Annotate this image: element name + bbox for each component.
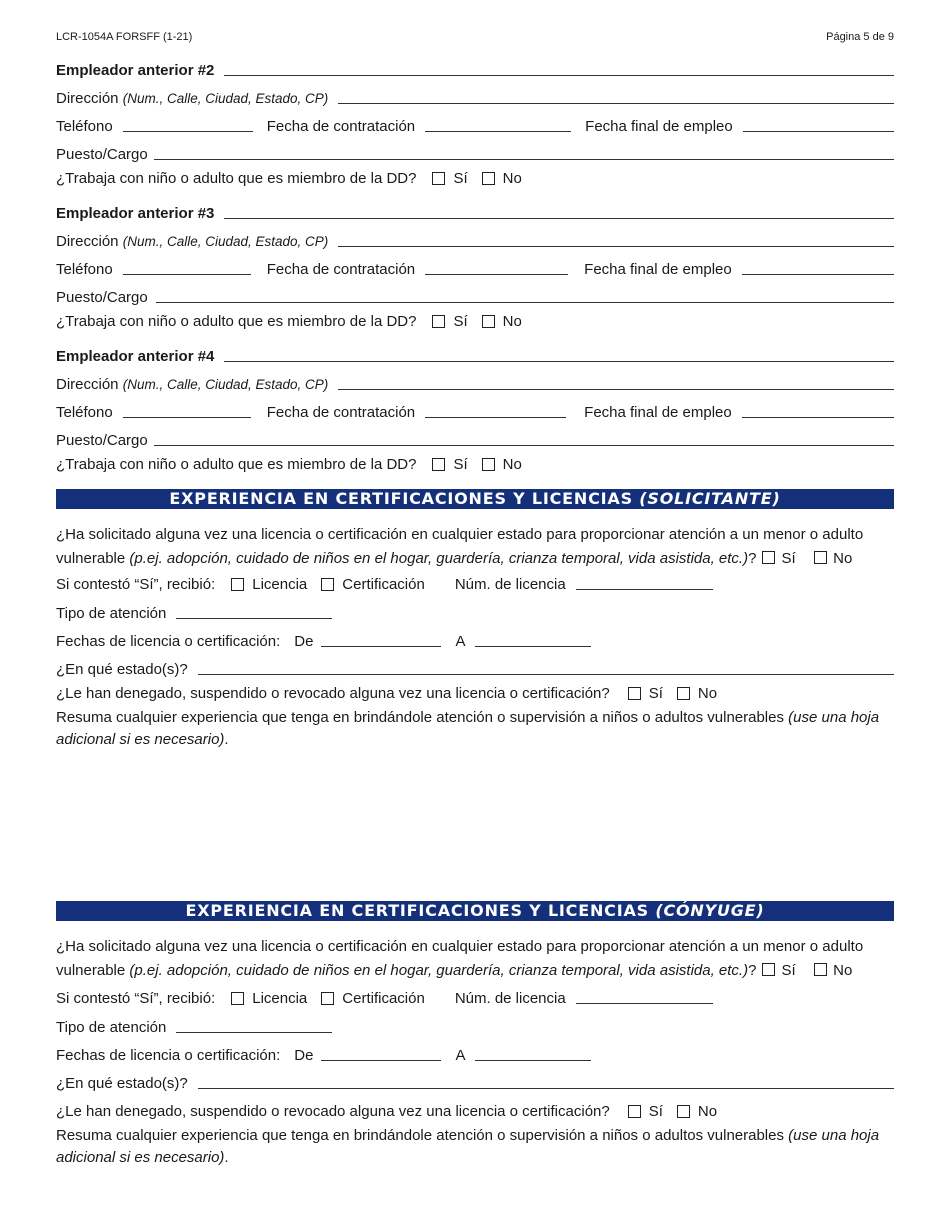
from-label: De bbox=[294, 633, 314, 650]
end-date-label: Fecha final de empleo bbox=[584, 261, 732, 278]
spouse-certification-checkbox[interactable] bbox=[321, 992, 334, 1005]
position-label: Puesto/Cargo bbox=[56, 289, 148, 306]
license-number-label: Núm. de licencia bbox=[454, 576, 566, 593]
employer-3-hire-date-field[interactable] bbox=[425, 273, 568, 275]
address-hint: (Num., Calle, Ciudad, Estado, CP) bbox=[122, 91, 329, 106]
spouse-license-no-checkbox[interactable] bbox=[814, 963, 827, 976]
applicant-license-number-field[interactable] bbox=[576, 588, 713, 590]
employer-2-label: Empleador anterior #2 bbox=[56, 62, 215, 79]
applicant-received-row bbox=[56, 576, 894, 593]
spouse-received-row bbox=[56, 990, 894, 1007]
employer-2-address-field[interactable] bbox=[338, 102, 894, 104]
employer-3-position-row bbox=[56, 289, 894, 306]
spouse-care-type-row bbox=[56, 1019, 894, 1036]
employer-4-position-field[interactable] bbox=[154, 444, 894, 446]
denied-question: ¿Le han denegado, suspendido o revocado alguna vez una licencia o certificación? bbox=[56, 685, 610, 702]
applicant-certification-checkbox[interactable] bbox=[321, 578, 334, 591]
end-date-label: Fecha final de empleo bbox=[585, 118, 733, 135]
spouse-denied-no-checkbox[interactable] bbox=[677, 1105, 690, 1118]
employer-2-address-row bbox=[56, 90, 894, 107]
address-label: Dirección bbox=[56, 376, 119, 393]
certification-option-label: Certificación bbox=[342, 576, 425, 593]
care-type-label: Tipo de atención bbox=[56, 605, 167, 622]
yes-label: Sí bbox=[453, 456, 468, 473]
applicant-states-field[interactable] bbox=[198, 673, 894, 675]
position-label: Puesto/Cargo bbox=[56, 146, 148, 163]
address-label: Dirección bbox=[56, 90, 119, 107]
employer-3-address-field[interactable] bbox=[338, 245, 894, 247]
employer-3-no-checkbox[interactable] bbox=[482, 315, 495, 328]
denied-question: ¿Le han denegado, suspendido o revocado alguna vez una licencia o certificación? bbox=[56, 1103, 610, 1120]
spouse-date-from-field[interactable] bbox=[321, 1059, 441, 1061]
hire-date-label: Fecha de contratación bbox=[266, 404, 416, 421]
employer-2-name-field[interactable] bbox=[224, 74, 894, 76]
page-number: Página 5 de 9 bbox=[826, 31, 894, 43]
employer-4-position-row bbox=[56, 432, 894, 449]
form-page bbox=[56, 0, 894, 1230]
address-hint: (Num., Calle, Ciudad, Estado, CP) bbox=[122, 234, 329, 249]
states-label: ¿En qué estado(s)? bbox=[56, 1075, 188, 1092]
employer-3-phone-row bbox=[56, 261, 894, 278]
from-label: De bbox=[294, 1047, 314, 1064]
phone-label: Teléfono bbox=[56, 404, 113, 421]
applicant-license-yes-checkbox[interactable] bbox=[762, 551, 775, 564]
hire-date-label: Fecha de contratación bbox=[266, 118, 416, 135]
spouse-denied-yes-checkbox[interactable] bbox=[628, 1105, 641, 1118]
employer-3-address-row bbox=[56, 233, 894, 250]
employer-3-name-row bbox=[56, 205, 894, 222]
applicant-license-question: ¿Ha solicitado alguna vez una licencia o certificación en cualquier estado para proporcionar atención a un menor o adulto vulnerable (p.ej. adopción, cuidado de niños en el hogar, guardería, crianza temporal, vida asistida, etc.)? Sí No bbox=[56, 526, 864, 567]
employer-2-phone-row bbox=[56, 118, 894, 135]
employer-4-name-row bbox=[56, 348, 894, 365]
spouse-license-number-field[interactable] bbox=[576, 1002, 713, 1004]
employer-2-name-row bbox=[56, 62, 894, 79]
applicant-license-section-header bbox=[56, 489, 894, 509]
address-hint: (Num., Calle, Ciudad, Estado, CP) bbox=[122, 377, 329, 392]
spouse-license-yes-checkbox[interactable] bbox=[762, 963, 775, 976]
end-date-label: Fecha final de empleo bbox=[584, 404, 732, 421]
dates-label: Fechas de licencia o certificación: bbox=[56, 1047, 281, 1064]
to-label: A bbox=[455, 1047, 466, 1064]
no-label: No bbox=[502, 456, 522, 473]
license-number-label: Núm. de licencia bbox=[454, 990, 566, 1007]
employer-3-dd-row bbox=[56, 313, 894, 330]
employer-3-yes-checkbox[interactable] bbox=[432, 315, 445, 328]
phone-label: Teléfono bbox=[56, 118, 113, 135]
section-title-qualifier: (SOLICITANTE) bbox=[639, 489, 781, 508]
yes-label: Sí bbox=[453, 170, 468, 187]
care-type-label: Tipo de atención bbox=[56, 1019, 167, 1036]
applicant-denied-row: ¿Le han denegado, suspendido o revocado alguna vez una licencia o certificación? Sí No bbox=[56, 685, 718, 702]
spouse-license-section-header bbox=[56, 901, 894, 921]
employer-3-end-date-field[interactable] bbox=[742, 273, 894, 275]
address-label: Dirección bbox=[56, 233, 119, 250]
employer-4-name-field[interactable] bbox=[224, 360, 894, 362]
hire-date-label: Fecha de contratación bbox=[266, 261, 416, 278]
spouse-states-row bbox=[56, 1075, 894, 1092]
applicant-date-to-field[interactable] bbox=[475, 645, 591, 647]
employer-4-address-field[interactable] bbox=[338, 388, 894, 390]
applicant-care-type-row bbox=[56, 605, 894, 622]
spouse-denied-row: ¿Le han denegado, suspendido o revocado alguna vez una licencia o certificación? Sí No bbox=[56, 1103, 718, 1120]
applicant-license-no-checkbox[interactable] bbox=[814, 551, 827, 564]
phone-label: Teléfono bbox=[56, 261, 113, 278]
applicant-summary-area[interactable] bbox=[56, 755, 894, 895]
employer-4-address-row bbox=[56, 376, 894, 393]
to-label: A bbox=[455, 633, 466, 650]
license-option-label: Licencia bbox=[252, 576, 308, 593]
dd-question: ¿Trabaja con niño o adulto que es miembro de la DD? bbox=[56, 170, 417, 187]
spouse-date-to-field[interactable] bbox=[475, 1059, 591, 1061]
no-label: No bbox=[502, 313, 522, 330]
section-title-qualifier: (CÓNYUGE) bbox=[655, 901, 765, 920]
certification-option-label: Certificación bbox=[342, 990, 425, 1007]
dd-question: ¿Trabaja con niño o adulto que es miembro de la DD? bbox=[56, 313, 417, 330]
applicant-states-row bbox=[56, 661, 894, 678]
employer-4-no-checkbox[interactable] bbox=[482, 458, 495, 471]
employer-2-no-checkbox[interactable] bbox=[482, 172, 495, 185]
dates-label: Fechas de licencia o certificación: bbox=[56, 633, 281, 650]
applicant-dates-row bbox=[56, 633, 894, 650]
spouse-states-field[interactable] bbox=[198, 1087, 894, 1089]
employer-2-hire-date-field[interactable] bbox=[425, 130, 571, 132]
applicant-summary-prompt: Resuma cualquier experiencia que tenga en brindándole atención o supervisión a niños o adultos vulnerables (use una hoja adicional si es necesario). bbox=[56, 709, 880, 748]
if-yes-label: Si contestó “Sí”, recibió: bbox=[56, 576, 216, 593]
license-option-label: Licencia bbox=[252, 990, 308, 1007]
position-label: Puesto/Cargo bbox=[56, 432, 148, 449]
employer-2-yes-checkbox[interactable] bbox=[432, 172, 445, 185]
employer-4-hire-date-field[interactable] bbox=[425, 416, 566, 418]
spouse-summary-area[interactable] bbox=[56, 1172, 894, 1222]
employer-4-label: Empleador anterior #4 bbox=[56, 348, 215, 365]
no-label: No bbox=[502, 170, 522, 187]
employer-2-position-row bbox=[56, 146, 894, 163]
applicant-date-from-field[interactable] bbox=[321, 645, 441, 647]
section-title: EXPERIENCIA EN CERTIFICACIONES Y LICENCIAS bbox=[169, 489, 633, 508]
employer-3-position-field[interactable] bbox=[156, 301, 894, 303]
employer-2-end-date-field[interactable] bbox=[743, 130, 894, 132]
employer-3-label: Empleador anterior #3 bbox=[56, 205, 215, 222]
yes-label: Sí bbox=[453, 313, 468, 330]
applicant-care-type-field[interactable] bbox=[176, 617, 332, 619]
if-yes-label: Si contestó “Sí”, recibió: bbox=[56, 990, 216, 1007]
spouse-care-type-field[interactable] bbox=[176, 1031, 332, 1033]
employer-4-end-date-field[interactable] bbox=[742, 416, 894, 418]
employer-2-phone-field[interactable] bbox=[123, 130, 253, 132]
spouse-dates-row bbox=[56, 1047, 894, 1064]
employer-3-name-field[interactable] bbox=[224, 217, 894, 219]
spouse-license-question: ¿Ha solicitado alguna vez una licencia o certificación en cualquier estado para proporcionar atención a un menor o adulto vulnerable (p.ej. adopción, cuidado de niños en el hogar, guardería, crianza temporal, vida asistida, etc.)? Sí No bbox=[56, 938, 864, 979]
employer-4-dd-row bbox=[56, 456, 894, 473]
employer-4-yes-checkbox[interactable] bbox=[432, 458, 445, 471]
spouse-license-checkbox[interactable] bbox=[231, 992, 244, 1005]
form-id: LCR-1054A FORSFF (1-21) bbox=[56, 31, 193, 43]
applicant-denied-yes-checkbox[interactable] bbox=[628, 687, 641, 700]
employer-2-position-field[interactable] bbox=[154, 158, 894, 160]
states-label: ¿En qué estado(s)? bbox=[56, 661, 188, 678]
dd-question: ¿Trabaja con niño o adulto que es miembro de la DD? bbox=[56, 456, 417, 473]
spouse-summary-prompt: Resuma cualquier experiencia que tenga en brindándole atención o supervisión a niños o adultos vulnerables (use una hoja adicional si es necesario). bbox=[56, 1127, 880, 1166]
employer-2-dd-row bbox=[56, 170, 894, 187]
section-title: EXPERIENCIA EN CERTIFICACIONES Y LICENCIAS bbox=[185, 901, 649, 920]
employer-3-phone-field[interactable] bbox=[123, 273, 251, 275]
applicant-denied-no-checkbox[interactable] bbox=[677, 687, 690, 700]
applicant-license-checkbox[interactable] bbox=[231, 578, 244, 591]
employer-4-phone-row bbox=[56, 404, 894, 421]
employer-4-phone-field[interactable] bbox=[123, 416, 251, 418]
